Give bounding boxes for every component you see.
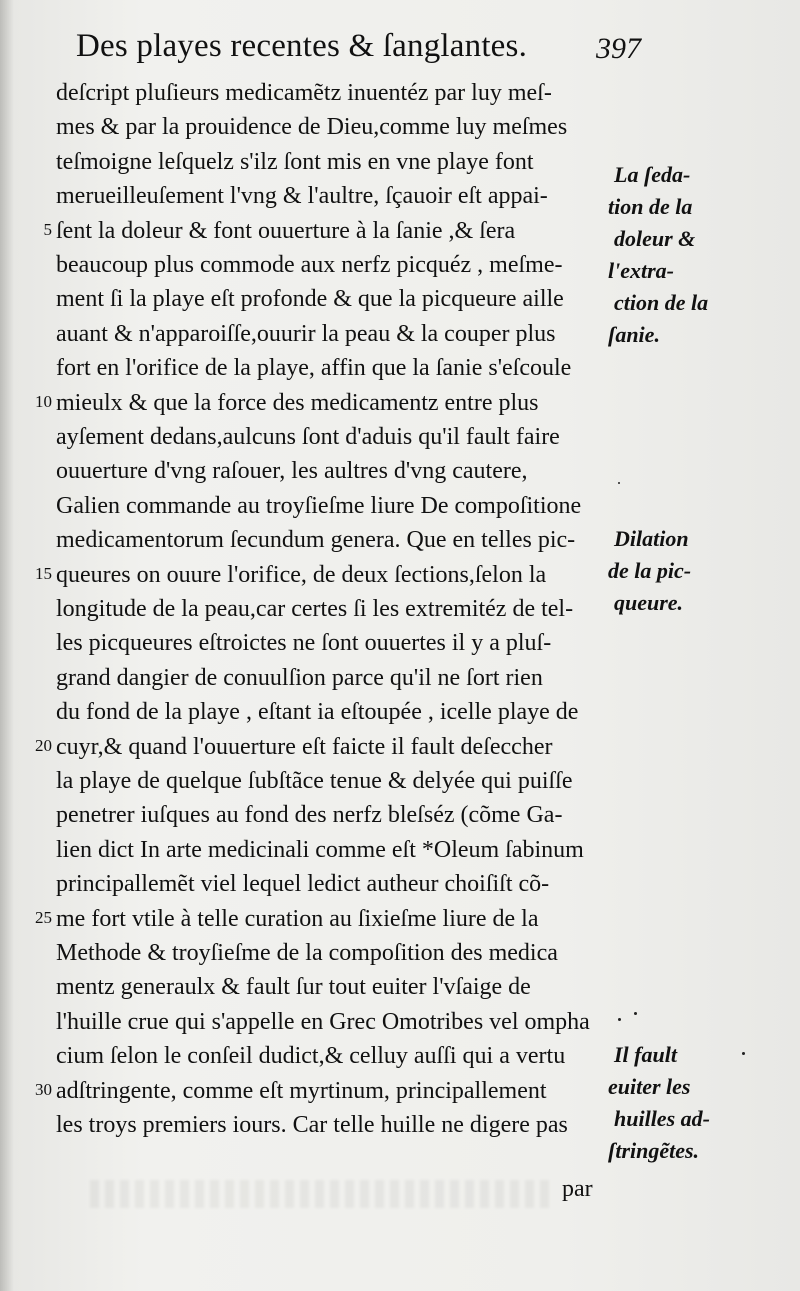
line-text: merueilleuſement l'vng & l'aultre, ſçauoir eſt appai- <box>56 183 548 210</box>
line-text: les troys premiers iours. Car telle huille ne digere pas <box>56 1112 568 1138</box>
text-line <box>30 592 630 626</box>
line-text: cium ſelon le conſeil dudict,& celluy auſſi qui a vertu <box>56 1043 566 1070</box>
line-text: Galien commande au troyſieſme liure De compoſitione <box>56 492 582 519</box>
text-line <box>30 523 630 557</box>
line-number: 10 <box>35 391 52 411</box>
text-line <box>30 695 630 729</box>
text-line <box>30 454 630 488</box>
catchword: par <box>562 1176 593 1202</box>
running-head <box>76 28 641 72</box>
page-number: 397 <box>596 32 641 65</box>
margin-note-line: ſtringẽtes. <box>608 1138 700 1163</box>
text-line <box>30 489 630 523</box>
text-line <box>30 248 630 282</box>
line-text: me fort vtile à telle curation au ſixieſme liure de la <box>56 905 539 932</box>
text-line <box>30 1108 630 1142</box>
margin-note-line: queure. <box>614 590 684 615</box>
line-text: longitude de la peau,car certes ſi les extremitéz de tel- <box>56 596 574 622</box>
text-line <box>30 76 630 110</box>
text-line <box>30 902 630 936</box>
line-text: la playe de quelque ſubſtãce tenue & delyée qui puiſſe <box>56 768 573 794</box>
margin-note-line: huilles ad- <box>614 1106 710 1131</box>
line-number: 5 <box>43 219 52 239</box>
line-text: ayſement dedans,aulcuns ſont d'aduis qu'il fault faire <box>56 424 560 450</box>
line-text: l'huille crue qui s'appelle en Grec Omotribes vel ompha <box>56 1008 590 1035</box>
line-text: principallemẽt viel lequel ledict autheur choiſiſt cõ- <box>56 871 550 898</box>
ink-speck <box>634 1012 637 1015</box>
text-line <box>30 145 630 179</box>
line-text: queures on ouure l'orifice, de deux ſections,ſelon la <box>56 561 547 588</box>
line-text: fort en l'orifice de la playe, affin que la ſanie s'eſcoule <box>56 355 572 382</box>
text-line <box>30 179 630 213</box>
line-text: grand dangier de conuulſion parce qu'il ne ſort rien <box>56 664 543 691</box>
line-text: teſmoigne leſquelz s'ilz ſont mis en vne playe font <box>56 148 534 175</box>
text-line <box>30 558 630 592</box>
margin-note-line: euiter les <box>608 1074 691 1099</box>
line-text: adſtringente, comme eſt myrtinum, principallement <box>56 1077 547 1104</box>
text-line <box>30 1074 630 1108</box>
line-text: mieulx & que la force des medicamentz entre plus <box>56 389 539 416</box>
line-number: 25 <box>35 907 52 927</box>
text-line <box>30 764 630 798</box>
line-text: penetrer iuſques au fond des nerfz bleſséz (cõme Ga- <box>56 802 563 829</box>
line-text: ment ſi la playe eſt profonde & que la picqueure aille <box>56 286 564 313</box>
line-text: auant & n'apparoiſſe,ouurir la peau & la couper plus <box>56 320 556 347</box>
text-line <box>30 730 630 764</box>
text-line <box>30 351 630 385</box>
text-line <box>30 626 630 660</box>
margin-note-line: Il fault <box>614 1042 677 1067</box>
margin-note-line: ſanie. <box>608 322 660 347</box>
line-text: cuyr,& quand l'ouuerture eſt faicte il fault deſeccher <box>56 733 553 760</box>
text-line <box>30 833 630 867</box>
line-text: Methode & troyſieſme de la compoſition des medica <box>56 940 558 966</box>
line-text: beaucoup plus commode aux nerfz picquéz , meſme- <box>56 252 563 278</box>
text-line <box>30 661 630 695</box>
margin-note-line: doleur & <box>614 226 696 251</box>
line-number: 30 <box>35 1079 52 1099</box>
text-line <box>30 798 630 832</box>
line-text: deſcript pluſieurs medicamẽtz inuentéz par luy meſ- <box>56 80 552 106</box>
margin-note-line: l'extra- <box>608 258 674 283</box>
line-text: ouuerture d'vng raſouer, les aultres d'vng cautere, <box>56 458 528 485</box>
line-number: 15 <box>35 563 52 583</box>
page-gutter-shadow <box>0 0 14 1291</box>
text-line <box>30 936 630 970</box>
text-line <box>30 282 630 316</box>
text-line <box>30 867 630 901</box>
ink-speck <box>618 1018 621 1021</box>
line-text: ſent la doleur & font ouuerture à la ſanie ,& ſera <box>56 217 516 244</box>
line-number: 20 <box>35 735 52 755</box>
text-line <box>30 214 630 248</box>
running-title: Des playes recentes & ſanglantes. <box>76 28 528 64</box>
line-text: mentz generaulx & fault ſur tout euiter l'vſaige de <box>56 974 531 1001</box>
text-line <box>30 110 630 144</box>
text-line <box>30 1039 630 1073</box>
text-line <box>30 420 630 454</box>
text-line <box>30 386 630 420</box>
line-text: les picqueures eſtroictes ne ſont ouuertes il y a pluſ- <box>56 630 552 657</box>
line-text: mes & par la prouidence de Dieu,comme luy meſmes <box>56 114 568 141</box>
ink-speck <box>742 1052 745 1055</box>
text-line <box>30 970 630 1004</box>
line-text: lien dict In arte medicinali comme eſt *Oleum ſabinum <box>56 836 584 863</box>
line-text: du fond de la playe , eſtant ia eſtoupée , icelle playe de <box>56 699 579 726</box>
line-text: medicamentorum ſecundum genera. Que en telles pic- <box>56 527 576 554</box>
bleed-through-text <box>90 1180 550 1208</box>
margin-note-line: La ſeda- <box>614 162 691 187</box>
ink-speck <box>618 482 620 484</box>
margin-note-line: Dilation <box>614 526 689 551</box>
text-line <box>30 1005 630 1039</box>
margin-note-line: de la pic- <box>608 558 692 583</box>
margin-note-line: tion de la <box>608 194 693 219</box>
margin-note-line: ction de la <box>614 290 709 315</box>
text-line <box>30 317 630 351</box>
